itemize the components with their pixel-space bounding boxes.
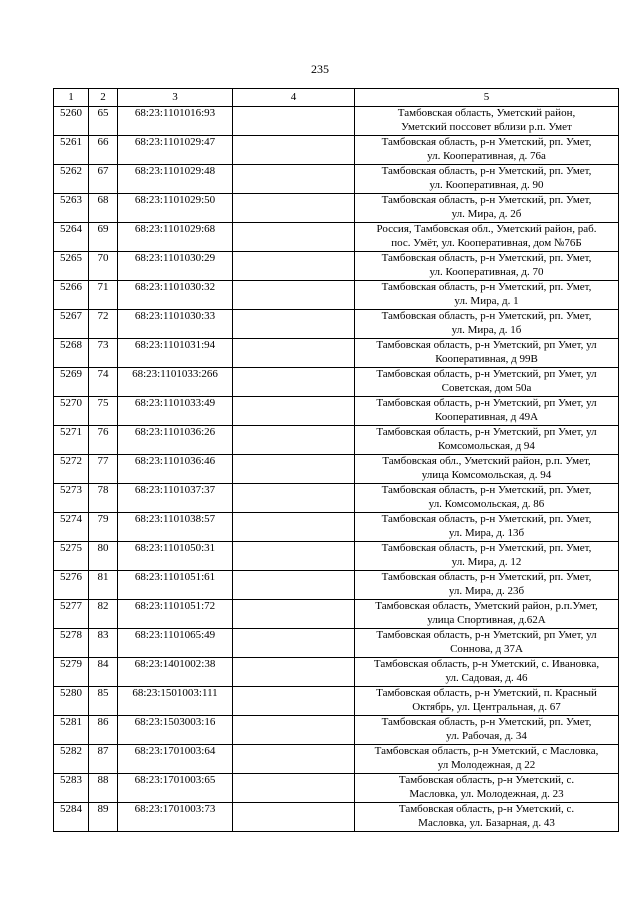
address-line-2: Масловка, ул. Молодежная, д. 23: [409, 787, 564, 800]
column-4-cell: [233, 455, 355, 484]
column-4-cell: [233, 716, 355, 745]
row-number: 5275: [54, 542, 89, 571]
row-index: 78: [89, 484, 118, 513]
address-line-2: ул. Мира, д. 13б: [448, 526, 525, 539]
row-index: 71: [89, 281, 118, 310]
address-line-1: Тамбовская область, р-н Уметский, рп. Умет,: [381, 571, 592, 583]
address-cell: [355, 281, 619, 310]
column-4-cell: [233, 194, 355, 223]
address-cell: [355, 571, 619, 600]
table-row: [54, 600, 619, 629]
row-index: 83: [89, 629, 118, 658]
column-4-cell: [233, 658, 355, 687]
table-row: [54, 774, 619, 803]
cadastral-number: 68:23:1101038:57: [118, 513, 233, 542]
address-cell: [355, 542, 619, 571]
address-cell: [355, 194, 619, 223]
address-line-2: ул. Мира, д. 23б: [448, 584, 525, 597]
address-line-1: Тамбовская область, р-н Уметский, рп. Умет,: [381, 310, 592, 322]
address-line-1: Тамбовская область, р-н Уметский, рп. Умет,: [381, 136, 592, 148]
row-number: 5265: [54, 252, 89, 281]
column-4-cell: [233, 165, 355, 194]
row-number: 5280: [54, 687, 89, 716]
row-index: 75: [89, 397, 118, 426]
row-index: 84: [89, 658, 118, 687]
address-line-2: пос. Умёт, ул. Кооперативная, дом №76Б: [391, 236, 582, 249]
address-line-2: ул. Кооперативная, д. 70: [429, 265, 544, 278]
table-row: [54, 455, 619, 484]
address-cell: [355, 252, 619, 281]
address-cell: [355, 223, 619, 252]
address-cell: [355, 658, 619, 687]
address-line-1: Тамбовская область, р-н Уметский, рп. Умет,: [381, 165, 592, 177]
address-line-2: Советская, дом 50а: [441, 381, 532, 394]
address-line-2: ул. Рабочая, д. 34: [446, 729, 527, 742]
address-cell: [355, 368, 619, 397]
column-header: 1: [54, 89, 89, 107]
column-4-cell: [233, 397, 355, 426]
row-number: 5278: [54, 629, 89, 658]
column-4-cell: [233, 629, 355, 658]
table-row: [54, 513, 619, 542]
address-line-1: Тамбовская область, Уметский район,: [397, 107, 576, 119]
address-line-1: Тамбовская обл., Уметский район, р.п. Умет,: [382, 455, 591, 467]
address-line-2: ул. Садовая, д. 46: [445, 671, 528, 684]
row-number: 5281: [54, 716, 89, 745]
cadastral-number: 68:23:1101051:72: [118, 600, 233, 629]
address-line-2: ул. Мира, д. 2б: [451, 207, 522, 220]
address-cell: [355, 310, 619, 339]
address-cell: [355, 107, 619, 136]
address-cell: [355, 687, 619, 716]
table-row: [54, 629, 619, 658]
address-line-2: ул. Кооперативная, д. 76а: [427, 149, 546, 162]
header-row: [54, 89, 619, 107]
row-number: 5262: [54, 165, 89, 194]
row-number: 5271: [54, 426, 89, 455]
address-line-2: Масловка, ул. Базарная, д. 43: [418, 816, 555, 829]
row-number: 5272: [54, 455, 89, 484]
table-row: [54, 803, 619, 832]
row-index: 72: [89, 310, 118, 339]
row-index: 76: [89, 426, 118, 455]
address-cell: [355, 774, 619, 803]
cadastral-number: 68:23:1101033:266: [118, 368, 233, 397]
address-line-1: Тамбовская область, р-н Уметский, рп. Умет,: [381, 252, 592, 264]
address-cell: [355, 629, 619, 658]
address-line-2: улица Спортивная, д.62А: [427, 613, 546, 626]
address-line-1: Тамбовская область, р-н Уметский, рп. Умет,: [381, 484, 592, 496]
cadastral-number: 68:23:1101029:68: [118, 223, 233, 252]
row-index: 86: [89, 716, 118, 745]
table-row: [54, 484, 619, 513]
row-number: 5263: [54, 194, 89, 223]
address-line-1: Тамбовская область, р-н Уметский, рп. Умет,: [381, 542, 592, 554]
cadastral-number: 68:23:1101037:37: [118, 484, 233, 513]
row-index: 80: [89, 542, 118, 571]
column-4-cell: [233, 484, 355, 513]
column-4-cell: [233, 281, 355, 310]
cadastral-number: 68:23:1503003:16: [118, 716, 233, 745]
cadastral-number: 68:23:1101051:61: [118, 571, 233, 600]
address-cell: [355, 484, 619, 513]
address-cell: [355, 397, 619, 426]
cadastral-number: 68:23:1101033:49: [118, 397, 233, 426]
address-line-1: Тамбовская область, р-н Уметский, с. Ивановка,: [373, 658, 600, 670]
row-number: 5282: [54, 745, 89, 774]
column-4-cell: [233, 803, 355, 832]
table-row: [54, 165, 619, 194]
column-4-cell: [233, 774, 355, 803]
cadastral-number: 68:23:1101016:93: [118, 107, 233, 136]
column-4-cell: [233, 745, 355, 774]
cadastral-number: 68:23:1101029:50: [118, 194, 233, 223]
table-row: [54, 716, 619, 745]
row-index: 89: [89, 803, 118, 832]
address-line-2: Кооперативная, д 49А: [434, 410, 539, 423]
cadastral-number: 68:23:1401002:38: [118, 658, 233, 687]
address-cell: [355, 165, 619, 194]
row-number: 5270: [54, 397, 89, 426]
table-row: [54, 136, 619, 165]
column-4-cell: [233, 368, 355, 397]
address-line-1: Тамбовская область, р-н Уметский, рп. Умет,: [381, 281, 592, 293]
table-row: [54, 368, 619, 397]
address-line-2: ул. Комсомольская, д. 86: [428, 497, 545, 510]
column-4-cell: [233, 252, 355, 281]
cadastral-number: 68:23:1101030:33: [118, 310, 233, 339]
address-line-2: Комсомольская, д 94: [438, 439, 535, 452]
address-line-2: Соннова, д 37А: [450, 642, 523, 655]
address-line-1: Тамбовская область, р-н Уметский, рп Умет, ул: [376, 426, 597, 438]
address-line-1: Тамбовская область, р-н Уметский, с Масловка,: [374, 745, 599, 757]
row-number: 5264: [54, 223, 89, 252]
address-line-1: Тамбовская область, р-н Уметский, п. Красный: [376, 687, 597, 699]
table-row: [54, 310, 619, 339]
column-4-cell: [233, 107, 355, 136]
cadastral-number: 68:23:1701003:65: [118, 774, 233, 803]
row-index: 77: [89, 455, 118, 484]
address-line-2: ул Молодежная, д 22: [437, 758, 536, 771]
row-index: 81: [89, 571, 118, 600]
row-number: 5276: [54, 571, 89, 600]
cadastral-number: 68:23:1101050:31: [118, 542, 233, 571]
address-cell: [355, 716, 619, 745]
address-line-2: ул. Мира, д. 12: [451, 555, 522, 568]
table-row: [54, 571, 619, 600]
address-line-2: улица Комсомольская, д. 94: [421, 468, 552, 481]
row-index: 67: [89, 165, 118, 194]
address-line-2: Октябрь, ул. Центральная, д. 67: [412, 700, 561, 713]
address-line-2: ул. Мира, д. 1: [454, 294, 519, 307]
cadastral-number: 68:23:1101029:48: [118, 165, 233, 194]
cadastral-number: 68:23:1101036:26: [118, 426, 233, 455]
column-4-cell: [233, 426, 355, 455]
cadastral-number: 68:23:1101029:47: [118, 136, 233, 165]
row-number: 5277: [54, 600, 89, 629]
table-row: [54, 194, 619, 223]
row-number: 5283: [54, 774, 89, 803]
address-cell: [355, 803, 619, 832]
row-index: 73: [89, 339, 118, 368]
address-cell: [355, 455, 619, 484]
row-number: 5268: [54, 339, 89, 368]
column-4-cell: [233, 136, 355, 165]
column-4-cell: [233, 542, 355, 571]
address-line-1: Тамбовская область, р-н Уметский, рп Умет, ул: [376, 397, 597, 409]
column-4-cell: [233, 513, 355, 542]
address-line-1: Тамбовская область, Уметский район, р.п.Умет,: [375, 600, 598, 612]
row-number: 5261: [54, 136, 89, 165]
column-4-cell: [233, 571, 355, 600]
row-index: 85: [89, 687, 118, 716]
row-index: 88: [89, 774, 118, 803]
address-cell: [355, 426, 619, 455]
address-line-1: Тамбовская область, р-н Уметский, с.: [398, 774, 575, 786]
address-line-2: ул. Мира, д. 1б: [451, 323, 522, 336]
address-line-1: Тамбовская область, р-н Уметский, рп Умет, ул: [376, 629, 597, 641]
column-4-cell: [233, 339, 355, 368]
cadastral-number: 68:23:1101036:46: [118, 455, 233, 484]
address-cell: [355, 513, 619, 542]
cadastral-number: 68:23:1701003:64: [118, 745, 233, 774]
column-4-cell: [233, 600, 355, 629]
row-index: 66: [89, 136, 118, 165]
address-line-1: Тамбовская область, р-н Уметский, рп Умет, ул: [376, 368, 597, 380]
table-row: [54, 339, 619, 368]
table-row: [54, 281, 619, 310]
table-row: [54, 687, 619, 716]
row-number: 5273: [54, 484, 89, 513]
column-header: 2: [89, 89, 118, 107]
address-line-1: Тамбовская область, р-н Уметский, рп. Умет,: [381, 716, 592, 728]
row-index: 87: [89, 745, 118, 774]
row-number: 5284: [54, 803, 89, 832]
row-index: 74: [89, 368, 118, 397]
row-index: 70: [89, 252, 118, 281]
row-number: 5260: [54, 107, 89, 136]
table-row: [54, 223, 619, 252]
table-row: [54, 252, 619, 281]
column-header: 4: [233, 89, 355, 107]
table-row: [54, 745, 619, 774]
address-line-1: Тамбовская область, р-н Уметский, рп. Умет,: [381, 194, 592, 206]
row-index: 79: [89, 513, 118, 542]
table-row: [54, 542, 619, 571]
column-4-cell: [233, 310, 355, 339]
row-index: 69: [89, 223, 118, 252]
row-index: 82: [89, 600, 118, 629]
row-number: 5279: [54, 658, 89, 687]
column-header: 3: [118, 89, 233, 107]
address-cell: [355, 745, 619, 774]
address-cell: [355, 600, 619, 629]
address-line-1: Россия, Тамбовская обл., Уметский район, раб.: [376, 223, 597, 235]
cadastral-number: 68:23:1101065:49: [118, 629, 233, 658]
cadastral-number: 68:23:1701003:73: [118, 803, 233, 832]
registry-table: [53, 88, 619, 832]
row-number: 5269: [54, 368, 89, 397]
page-number: 235: [311, 62, 329, 76]
cadastral-number: 68:23:1101030:32: [118, 281, 233, 310]
table-row: [54, 397, 619, 426]
address-line-1: Тамбовская область, р-н Уметский, рп. Умет,: [381, 513, 592, 525]
address-line-2: Уметский поссовет вблизи р.п. Умет: [401, 120, 572, 133]
row-number: 5274: [54, 513, 89, 542]
address-line-1: Тамбовская область, р-н Уметский, рп Умет, ул: [376, 339, 597, 351]
cadastral-number: 68:23:1101031:94: [118, 339, 233, 368]
address-line-1: Тамбовская область, р-н Уметский, с.: [398, 803, 575, 815]
table-row: [54, 426, 619, 455]
cadastral-number: 68:23:1101030:29: [118, 252, 233, 281]
row-index: 68: [89, 194, 118, 223]
address-line-2: Кооперативная, д 99В: [435, 352, 538, 365]
table-row: [54, 658, 619, 687]
table-body: [54, 107, 619, 832]
column-4-cell: [233, 223, 355, 252]
address-line-2: ул. Кооперативная, д. 90: [429, 178, 544, 191]
table-row: [54, 107, 619, 136]
column-4-cell: [233, 687, 355, 716]
row-index: 65: [89, 107, 118, 136]
cadastral-number: 68:23:1501003:111: [118, 687, 233, 716]
address-cell: [355, 339, 619, 368]
column-header: 5: [355, 89, 619, 107]
row-number: 5267: [54, 310, 89, 339]
address-cell: [355, 136, 619, 165]
row-number: 5266: [54, 281, 89, 310]
